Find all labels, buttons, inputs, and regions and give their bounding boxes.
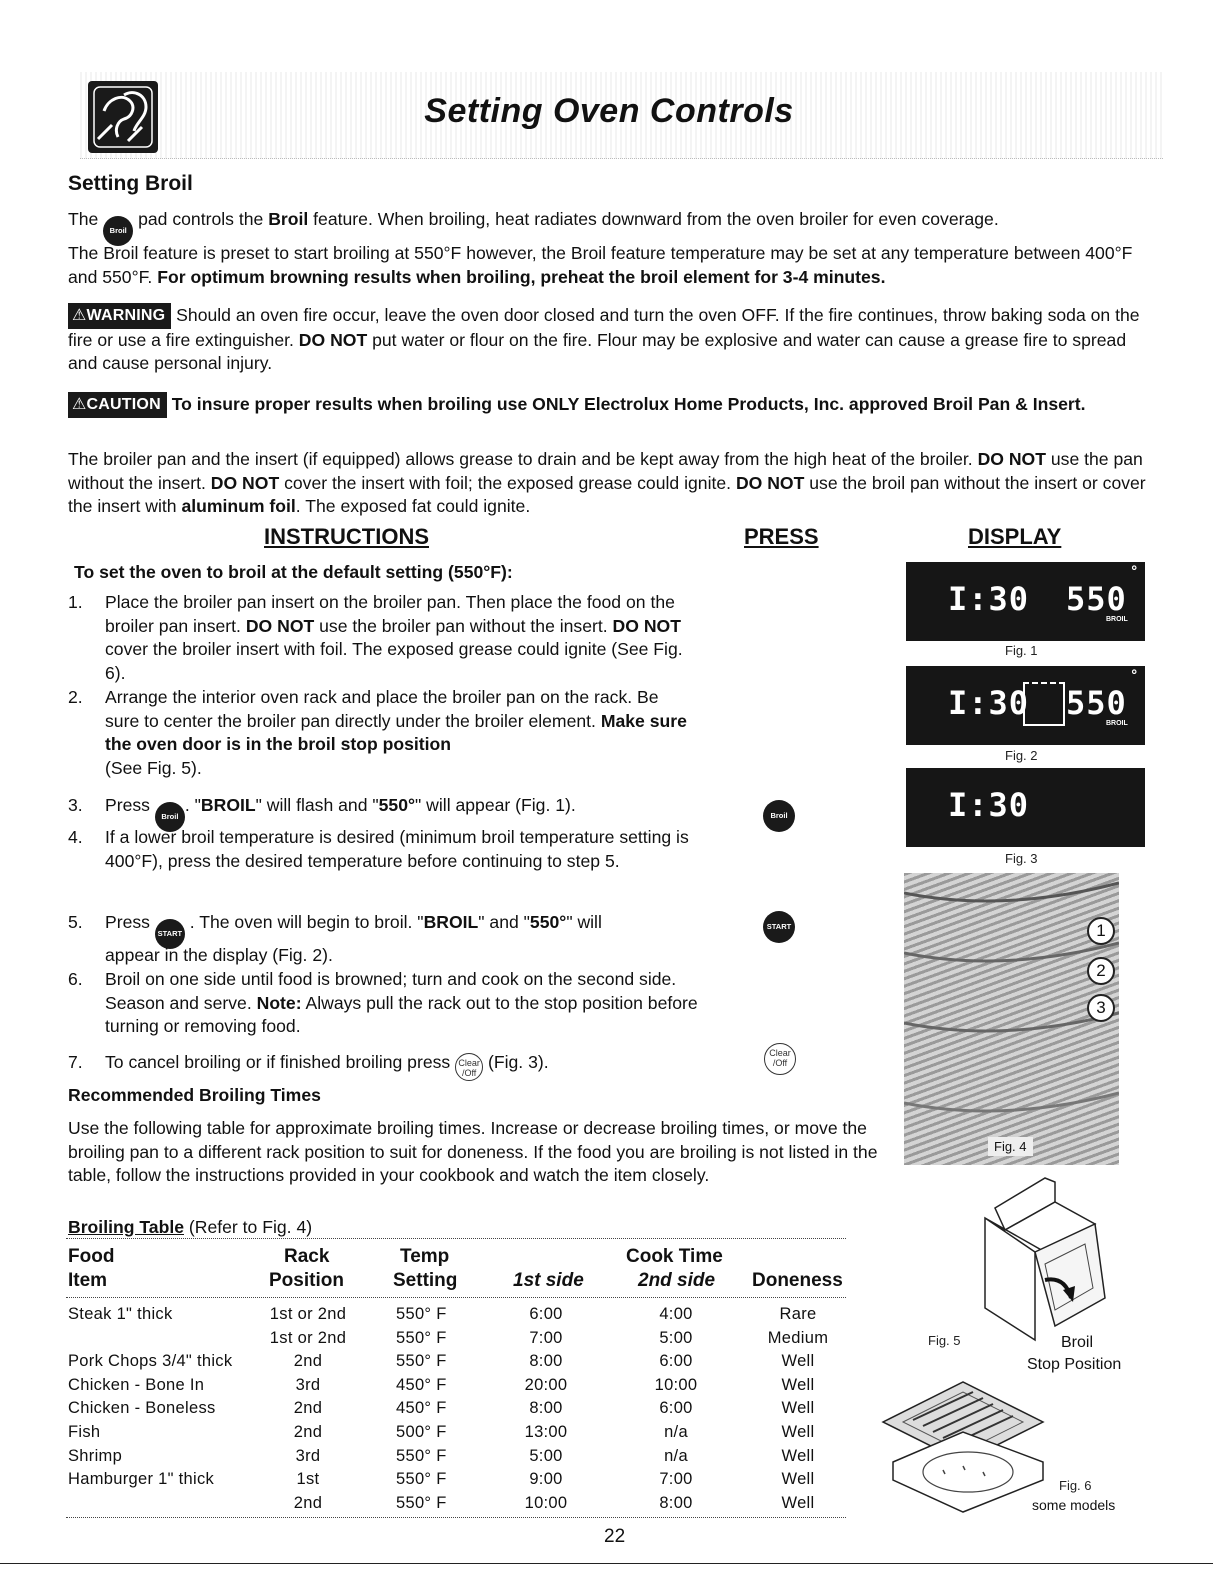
caution-body: The broiler pan and the insert (if equipped) allows grease to drain and be kept away from the high heat of the broiler. DO NOT use the pan without the insert. DO NOT cover the insert with foil; the exposed grease could ignite. DO NOT use the broil pan without the insert or cover the insert with aluminum foil. The exposed fat could ignite.	[68, 449, 1146, 517]
cell-temp: 500° F	[396, 1423, 447, 1441]
broil-pad-icon: Broil	[103, 216, 133, 246]
press-start-pad	[763, 908, 795, 943]
cell-doneness: Well	[781, 1352, 815, 1371]
cell-food: Hamburger 1" thick	[68, 1470, 215, 1489]
broil-pad-icon: Broil	[763, 800, 795, 832]
recommended-title: Recommended Broiling Times	[68, 1085, 321, 1105]
instructions-heading: INSTRUCTIONS	[264, 524, 429, 549]
page-title: Setting Oven Controls	[424, 92, 794, 130]
intro-text: feature. When broiling, heat radiates downward from the oven broiler for even coverage.	[313, 209, 999, 229]
cell-food: Fish	[68, 1423, 101, 1441]
table-title: Broiling Table (Refer to Fig. 4)	[68, 1217, 313, 1237]
cell-2nd-side: 6:00	[659, 1399, 693, 1418]
flash-box-icon	[1023, 682, 1065, 726]
press-broil-pad	[763, 797, 795, 832]
fig-1-caption: Fig. 1	[1005, 643, 1038, 658]
clear-off-pad-icon: Clear /Off	[764, 1043, 796, 1075]
warning-paragraph	[68, 303, 1148, 376]
broil-pad-icon: Broil	[155, 802, 185, 832]
fig-2-caption: Fig. 2	[1005, 748, 1038, 763]
cell-1st-side: 8:00	[529, 1352, 563, 1371]
start-pad-icon: START	[155, 919, 185, 949]
header-cook-time: Cook Time	[626, 1246, 723, 1267]
cell-doneness: Well	[781, 1493, 815, 1512]
cell-2nd-side: 8:00	[659, 1493, 693, 1512]
cell-doneness: Well	[781, 1375, 815, 1394]
cell-1st-side: 20:00	[524, 1375, 568, 1394]
rack-position-2-badge: 2	[1087, 957, 1115, 985]
fig-6-caption: Fig. 6	[1059, 1478, 1092, 1493]
intro-bold: Broil	[268, 209, 309, 229]
intro-bold: For optimum browning results when broiling, preheat the broil element for 3-4 minutes.	[157, 266, 886, 287]
clear-off-pad-icon: Clear /Off	[455, 1053, 483, 1081]
cell-temp: 550° F	[396, 1305, 447, 1323]
recommended-text: Use the following table for approximate broiling times. Increase or decrease broiling times, or move the broiling pan to a different rack position to suit for doneness. If the food you are broiling is not listed in the table, follow the instructions provided in your cookbook and watch the item closely.	[68, 1118, 878, 1186]
intro-text: pad controls the	[138, 209, 264, 229]
cell-rack: 3rd	[295, 1375, 321, 1394]
cell-2nd-side: 5:00	[659, 1328, 693, 1347]
caution-badge: ⚠CAUTION	[68, 392, 167, 418]
header-position: Position	[269, 1270, 344, 1291]
cell-1st-side: 6:00	[529, 1305, 563, 1323]
cell-1st-side: 7:00	[529, 1328, 563, 1347]
cell-1st-side: 13:00	[524, 1423, 568, 1441]
cell-rack: 1st or 2nd	[269, 1305, 347, 1323]
header-1st-side: 1st side	[513, 1270, 584, 1291]
intro-paragraph-2	[68, 242, 1148, 289]
default-setting-heading: To set the oven to broil at the default setting (550°F):	[74, 562, 513, 582]
cell-1st-side: 5:00	[529, 1446, 563, 1465]
cell-2nd-side: 6:00	[659, 1352, 693, 1371]
intro-text: The	[68, 209, 99, 229]
cell-doneness: Rare	[779, 1305, 817, 1323]
cell-temp: 550° F	[396, 1470, 447, 1489]
fig-5-caption: Fig. 5	[928, 1333, 961, 1348]
header-2nd-side: 2nd side	[638, 1270, 716, 1291]
cell-doneness: Well	[781, 1423, 815, 1441]
start-pad-icon: START	[763, 911, 795, 943]
cell-rack: 2nd	[293, 1352, 323, 1371]
intro-text: The Broil feature is preset to start broiling at 550°F however, the Broil feature temperature may be set at any temperature between 400°F and 550°F.	[68, 243, 1133, 287]
section-title: Setting Broil	[68, 172, 193, 195]
cell-food: Chicken - Boneless	[68, 1399, 216, 1418]
display-fig-3: I:30	[906, 768, 1145, 847]
header-food: Food	[68, 1246, 115, 1267]
page-number: 22	[604, 1526, 626, 1547]
cell-doneness: Well	[781, 1399, 815, 1418]
table-bottom-rule	[66, 1517, 846, 1518]
cell-1st-side: 10:00	[524, 1493, 568, 1512]
broil-stop-label-2: Stop Position	[1027, 1356, 1122, 1373]
header-doneness: Doneness	[752, 1270, 843, 1291]
display-heading: DISPLAY	[968, 524, 1062, 549]
fig-4-caption: Fig. 4	[988, 1137, 1033, 1156]
cell-2nd-side: n/a	[664, 1423, 688, 1441]
rack-position-1-badge: 1	[1087, 917, 1115, 945]
cell-food: Steak 1" thick	[68, 1305, 173, 1323]
cell-1st-side: 9:00	[529, 1470, 563, 1489]
header-rack: Rack	[284, 1246, 330, 1267]
header-temp: Temp	[400, 1246, 450, 1267]
cell-temp: 550° F	[396, 1352, 447, 1371]
oven-rack-positions-image	[904, 873, 1119, 1165]
fig-3-caption: Fig. 3	[1005, 851, 1038, 866]
press-clear-pad	[764, 1043, 796, 1075]
cell-1st-side: 8:00	[529, 1399, 563, 1418]
table-header-rule	[66, 1297, 846, 1298]
cell-rack: 2nd	[293, 1399, 323, 1418]
cell-temp: 450° F	[396, 1375, 447, 1394]
header-setting: Setting	[393, 1270, 458, 1291]
cell-temp: 450° F	[396, 1399, 447, 1418]
header-item: Item	[68, 1270, 108, 1291]
fig-6-note: some models	[1032, 1497, 1116, 1513]
caution-text: To insure proper results when broiling use ONLY Electrolux Home Products, Inc. approved Broil Pan & Insert.	[171, 394, 1086, 414]
warning-bold: DO NOT	[298, 329, 368, 350]
cell-doneness: Well	[781, 1446, 815, 1465]
cell-2nd-side: 10:00	[654, 1375, 698, 1394]
caution-paragraph	[68, 392, 1148, 418]
intro-paragraph-1	[68, 208, 1148, 246]
rack-position-3-badge: 3	[1087, 994, 1115, 1022]
cell-rack: 3rd	[295, 1446, 321, 1465]
cell-rack: 2nd	[293, 1493, 323, 1512]
warning-badge: ⚠WARNING	[68, 303, 171, 329]
cell-food: Chicken - Bone In	[68, 1375, 205, 1394]
cell-temp: 550° F	[396, 1328, 447, 1347]
page-bottom-rule	[0, 1563, 1213, 1564]
cell-doneness: Well	[781, 1470, 815, 1489]
cell-2nd-side: n/a	[664, 1446, 688, 1465]
cell-2nd-side: 4:00	[659, 1305, 693, 1323]
display-fig-1: I:30 550 ° BROIL	[906, 562, 1145, 641]
cell-temp: 550° F	[396, 1493, 447, 1512]
cell-rack: 1st or 2nd	[269, 1328, 347, 1347]
cell-food: Shrimp	[68, 1446, 123, 1465]
display-fig-2: I:30 550 ° BROIL	[906, 666, 1145, 745]
table-top-rule	[66, 1238, 846, 1239]
cell-2nd-side: 7:00	[659, 1470, 693, 1489]
cell-temp: 550° F	[396, 1446, 447, 1465]
warning-text: Should an oven fire occur, leave the oven door closed and turn the oven OFF. If the fire continues, throw baking soda on the fire or use a fire extinguisher.	[68, 305, 1140, 350]
warning-text: put water or flour on the fire. Flour may be explosive and water can cause a grease fire to spread and cause personal injury.	[68, 329, 1127, 374]
range-door-stop-image	[975, 1168, 1115, 1348]
broil-stop-label-1: Broil	[1061, 1334, 1094, 1351]
cell-food: Pork Chops 3/4" thick	[68, 1352, 233, 1371]
cell-rack: 2nd	[293, 1423, 323, 1441]
cell-rack: 1st	[296, 1470, 320, 1489]
cell-doneness: Medium	[767, 1328, 829, 1347]
press-heading: PRESS	[744, 524, 819, 549]
